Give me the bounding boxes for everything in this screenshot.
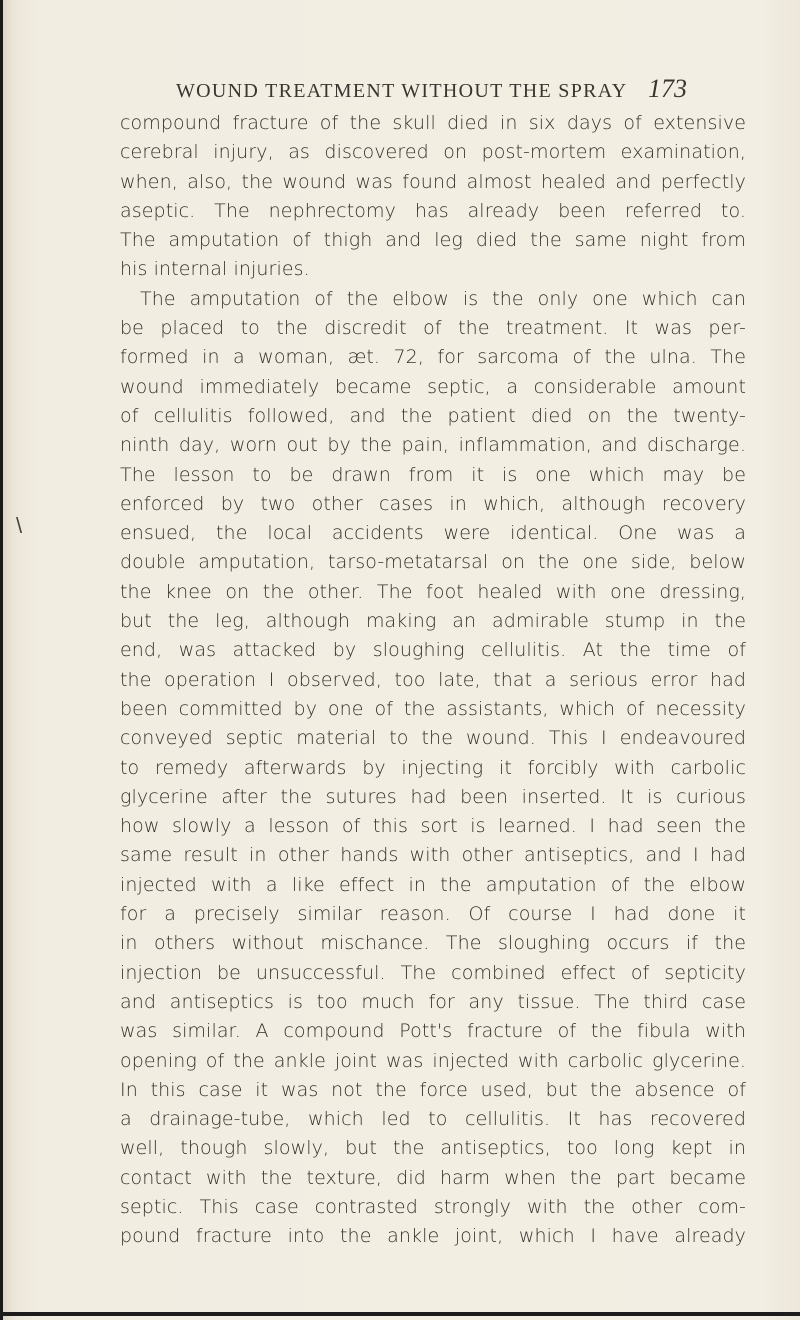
text-line: the operation I observed, too late, that a serious error had	[120, 668, 746, 691]
text-line: opening of the ankle joint was injected with carbolic glycerine.	[120, 1049, 746, 1072]
text-line: The amputation of thigh and leg died the same night from	[120, 229, 746, 252]
text-line: septic. This case contrasted strongly with the other com-	[120, 1195, 746, 1218]
text-line: pound fracture into the ankle joint, which I have already	[120, 1225, 746, 1248]
text-line: to remedy afterwards by injecting it forcibly with carbolic	[120, 756, 746, 779]
page-edge-shadow	[0, 0, 3, 1320]
text-line: The amputation of the elbow is the only one which can	[140, 287, 746, 310]
text-line: and antiseptics is too much for any tissue. The third case	[120, 990, 746, 1013]
text-line: ninth day, worn out by the pain, inflammation, and discharge.	[120, 434, 746, 457]
text-line: the knee on the other. The foot healed with one dressing,	[120, 580, 746, 603]
text-line: cerebral injury, as discovered on post-mortem examination,	[120, 141, 746, 164]
text-line: how slowly a lesson of this sort is learned. I had seen the	[120, 815, 746, 838]
text-line: his internal injuries.	[120, 258, 310, 281]
text-line: glycerine after the sutures had been inserted. It is curious	[120, 785, 746, 808]
text-line: double amputation, tarso-metatarsal on the one side, below	[120, 551, 746, 574]
text-line: same result in other hands with other antiseptics, and I had	[120, 844, 746, 867]
text-line: well, though slowly, but the antiseptics, too long kept in	[120, 1137, 746, 1160]
text-line: contact with the texture, did harm when the part became	[120, 1166, 746, 1189]
page-bottom-edge	[0, 1312, 800, 1316]
text-line: a drainage-tube, which led to cellulitis. It has recovered	[120, 1108, 746, 1131]
text-line: but the leg, although making an admirable stump in the	[120, 610, 746, 633]
text-line: be placed to the discredit of the treatment. It was per-	[120, 317, 746, 340]
text-line: enforced by two other cases in which, although recovery	[120, 492, 746, 515]
margin-mark: \	[16, 513, 23, 538]
text-line: ensued, the local accidents were identical. One was a	[120, 522, 746, 545]
text-line: injected with a like effect in the amputation of the elbow	[120, 873, 746, 896]
body-text	[120, 109, 746, 1252]
page-number: 173	[648, 74, 687, 103]
text-line: injection be unsuccessful. The combined effect of septicity	[120, 961, 746, 984]
text-line: was similar. A compound Pott's fracture of the fibula with	[120, 1020, 746, 1043]
text-line: been committed by one of the assistants, which of necessity	[120, 697, 746, 720]
text-line: formed in a woman, æt. 72, for sarcoma of the ulna. The	[120, 346, 746, 369]
text-line: for a precisely similar reason. Of course I had done it	[120, 903, 746, 926]
text-line: compound fracture of the skull died in six days of extensive	[120, 112, 746, 134]
text-line: The lesson to be drawn from it is one which may be	[120, 463, 746, 486]
text-line: aseptic. The nephrectomy has already been referred to.	[120, 199, 746, 222]
page-header	[176, 74, 736, 114]
text-line: In this case it was not the force used, but the absence of	[120, 1078, 746, 1101]
running-head: WOUND TREATMENT WITHOUT THE SPRAY	[176, 80, 628, 102]
text-line: in others without mischance. The sloughing occurs if the	[120, 932, 746, 955]
text-line: of cellulitis followed, and the patient died on the twenty-	[120, 404, 746, 427]
text-line: conveyed septic material to the wound. This I endeavoured	[120, 727, 746, 750]
text-line: end, was attacked by sloughing cellulitis. At the time of	[120, 639, 746, 662]
text-line: wound immediately became septic, a considerable amount	[120, 375, 746, 398]
text-line: when, also, the wound was found almost healed and perfectly	[120, 170, 746, 193]
